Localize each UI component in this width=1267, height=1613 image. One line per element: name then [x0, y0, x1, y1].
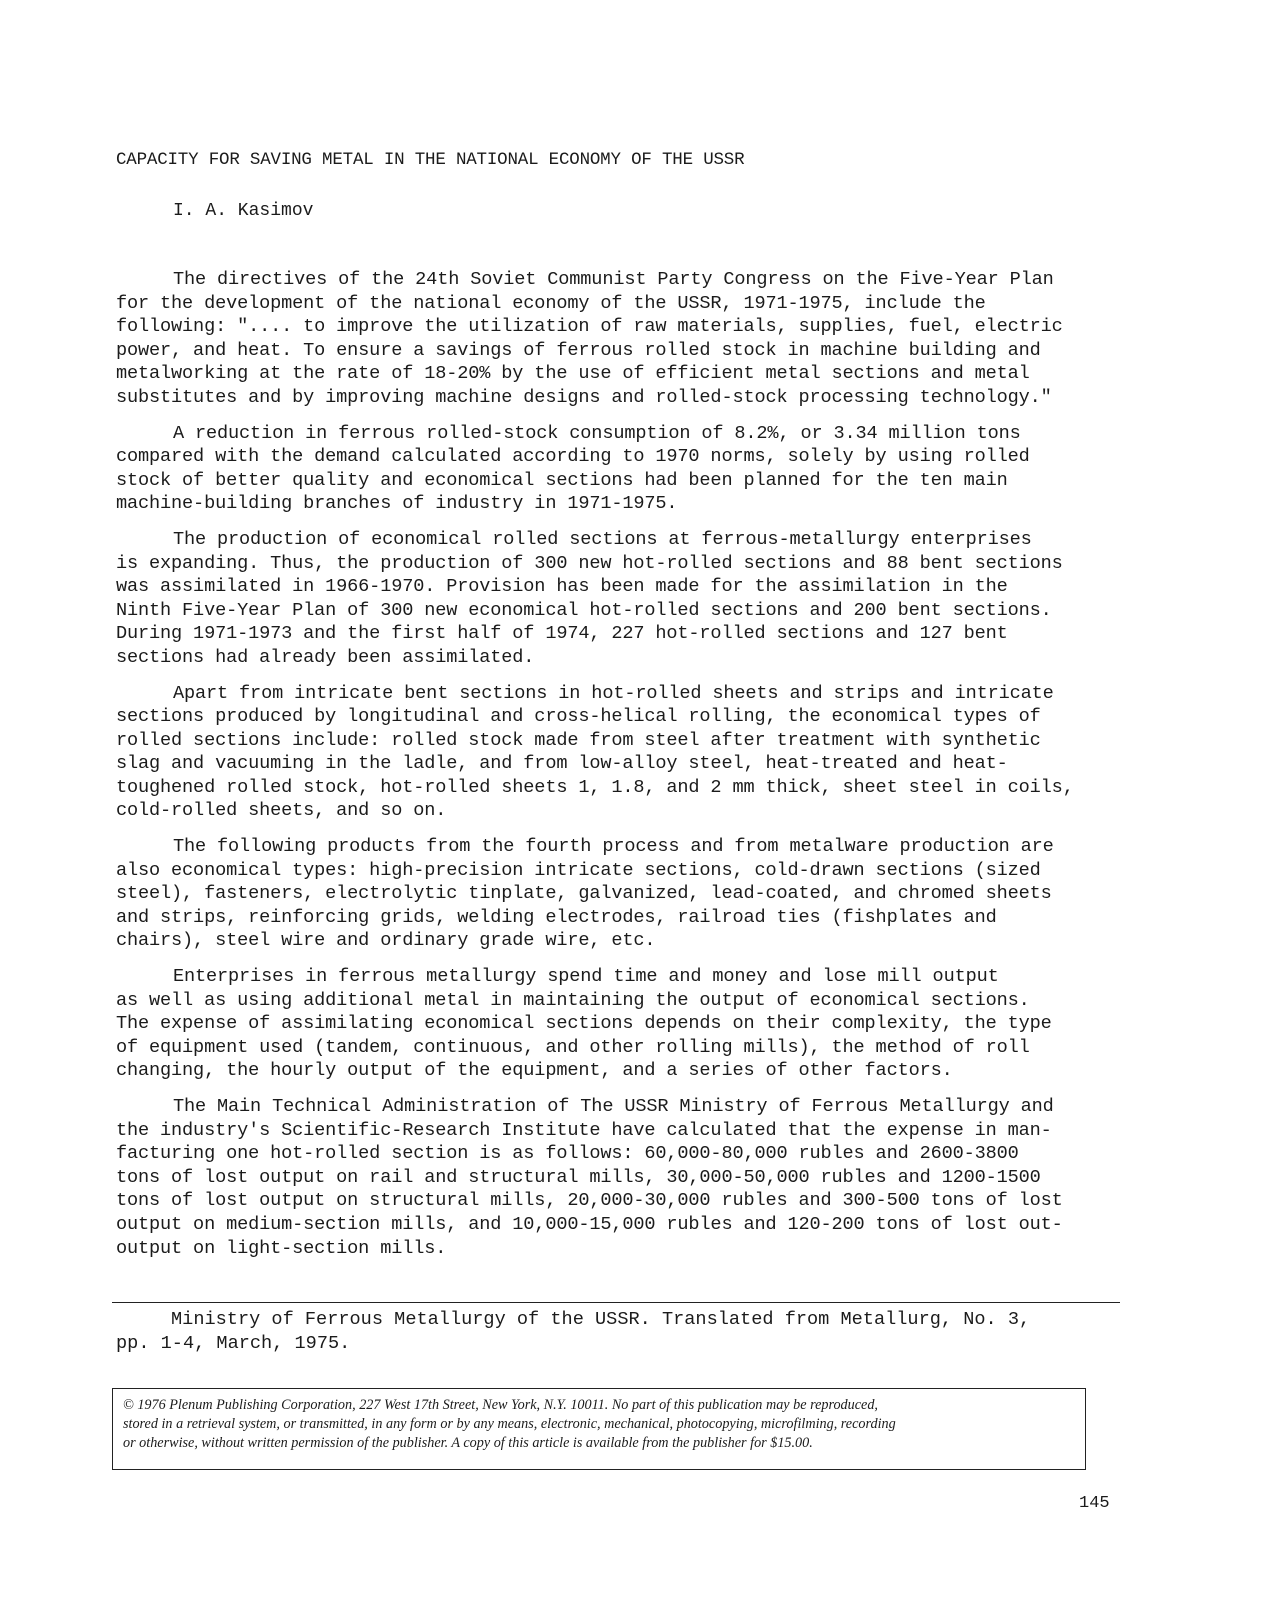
body-paragraph: The directives of the 24th Soviet Communist Party Congress on the Five-Year Plan for the development of the national economy of the USSR, 1971-1975, include the following: ".... to improve the utilization of raw materials, supplies, fuel, electric power, and heat. To ensure a savings of ferrous rolled stock in machine building and metalworking at the rate of 18-20% by the use of efficient metal sections and metal substitutes and by improving machine designs and rolled-stock processing technology." [116, 269, 1063, 408]
body-paragraph: A reduction in ferrous rolled-stock consumption of 8.2%, or 3.34 million tons compared with the demand calculated according to 1970 norms, solely by using rolled stock of better quality and economical sections had been planned for the ten main machine-building branches of industry in 1971-1975. [116, 422, 1030, 515]
body-paragraph: The following products from the fourth process and from metalware production are also economical types: high-precision intricate sections, cold-drawn sections (sized steel), fasteners, electrolytic tinplate, galvanized, lead-coated, and chromed sheets and strips, reinforcing grids, welding electrodes, railroad ties (fishplates and chairs), steel wire and ordinary grade wire, etc. [116, 836, 1054, 952]
body-paragraph: Apart from intricate bent sections in hot-rolled sheets and strips and intricate sections produced by longitudinal and cross-helical rolling, the economical types of rolled sections include: rolled stock made from steel after treatment with synthetic slag and vacuuming in the ladle, and from low-alloy steel, heat-treated and heat- toughened rolled stock, hot-rolled sheets 1, 1.8, and 2 mm thick, sheet steel in coils, cold-rolled sheets, and so on. [116, 682, 1074, 822]
article-body [116, 268, 1128, 1272]
article-title: CAPACITY FOR SAVING METAL IN THE NATIONAL ECONOMY OF THE USSR [116, 150, 745, 170]
body-paragraph: The Main Technical Administration of The USSR Ministry of Ferrous Metallurgy and the industry's Scientific-Research Institute have calculated that the expense in man- facturing one hot-rolled section is as follows: 60,000-80,000 rubles and 2600-3800 tons of lost output on rail and structural mills, 30,000-50,000 rubles and 1200-1500 tons of lost output on structural mills, 20,000-30,000 rubles and 300-500 tons of lost output on medium-section mills, and 10,000-15,000 rubles and 120-200 tons of lost out- output on light-section mills. [116, 1096, 1063, 1259]
article-author: I. A. Kasimov [173, 201, 314, 221]
footnote-divider [112, 1302, 1120, 1303]
page-number: 145 [1079, 1494, 1110, 1513]
copyright-notice: © 1976 Plenum Publishing Corporation, 227 West 17th Street, New York, N.Y. 10011. No part of this publication may be reproduced, stored in a retrieval system, or transmitted, in any form or by any means, electronic, mechanical, photocopying, microfilming, recording or otherwise, without written permission of the publisher. A copy of this article is available from the publisher for $15.00. [123, 1397, 896, 1451]
body-paragraph: The production of economical rolled sections at ferrous-metallurgy enterprises is expanding. Thus, the production of 300 new hot-rolled sections and 88 bent sections was assimilated in 1966-1970. Provision has been made for the assimilation in the Ninth Five-Year Plan of 300 new economical hot-rolled sections and 200 bent sections. During 1971-1973 and the first half of 1974, 227 hot-rolled sections and 127 bent sections had already been assimilated. [116, 528, 1063, 668]
footnote: Ministry of Ferrous Metallurgy of the USSR. Translated from Metallurg, No. 3, pp. 1-4, March, 1975. [116, 1309, 1031, 1354]
copyright-box [112, 1388, 1086, 1470]
body-paragraph: Enterprises in ferrous metallurgy spend time and money and lose mill output as well as using additional metal in maintaining the output of economical sections. The expense of assimilating economical sections depends on their complexity, the type of equipment used (tandem, continuous, and other rolling mills), the method of roll changing, the hourly output of the equipment, and a series of other factors. [116, 966, 1052, 1082]
